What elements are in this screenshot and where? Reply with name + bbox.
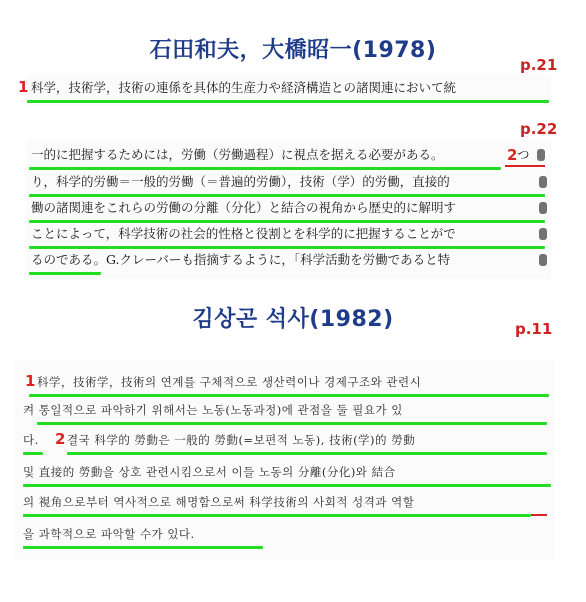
jp-line-1: 科学，技術学，技術の連係を具体的生産力や経済構造との諸関連において統 — [31, 80, 457, 95]
highlight-underline — [29, 194, 545, 197]
marker-2: 2 — [55, 430, 66, 448]
kr-line-2: 켜 통일적으로 파악하기 위해서는 노동(노동과정)에 관점을 둘 필요가 있 — [23, 403, 403, 417]
red-underline — [505, 165, 545, 167]
highlight-underline — [29, 394, 549, 397]
page-ref-p21: p.21 — [520, 56, 558, 74]
jp-line-5: ことによって，科学技術の社会的性格と役割とを科学的に把握することがで — [31, 226, 456, 241]
highlight-underline — [37, 422, 547, 425]
korean-source-title: 김상곤 석사(1982) — [192, 307, 394, 332]
kr-line-3: 결국 科学的 勞動은 一般的 勞動(=보편적 노동), 技術(学)的 勞動 — [67, 433, 416, 447]
japanese-scan-p22 — [27, 139, 551, 279]
scan-blot — [537, 149, 545, 161]
scan-blot — [539, 254, 547, 266]
jp-line-3: り，科学的労働＝一般的労働（＝普遍的労働），技術（学）的労働，直接的 — [31, 174, 450, 189]
jp-line-2-end: つ — [517, 147, 530, 162]
marker-1: 1 — [25, 372, 36, 390]
marker-1: 1 — [18, 78, 29, 96]
jp-line-6: るのである。G.クレーバーも指摘するように，「科学活動を労働であると特 — [31, 252, 451, 267]
highlight-underline — [29, 272, 101, 275]
highlight-underline — [23, 546, 263, 549]
kr-line-5: 의 視角으로부터 역사적으로 해명함으로써 科学技術의 사회적 성격과 역할 — [23, 495, 415, 509]
kr-line-4: 및 直接的 勞動을 상호 관련시킴으로서 이들 노동의 分離(分化)와 結合 — [23, 465, 396, 479]
kr-line-3-start: 다. — [23, 433, 39, 447]
highlight-underline — [27, 100, 549, 103]
korean-scan-p11 — [15, 360, 555, 560]
page-ref-p22: p.22 — [520, 120, 558, 138]
japanese-scan-p21 — [18, 74, 551, 106]
highlight-underline — [23, 514, 531, 517]
jp-line-2: 一的に把握するためには，労働（労働過程）に視点を据える必要がある。 — [31, 147, 444, 162]
highlight-underline — [23, 452, 43, 455]
highlight-underline — [29, 167, 501, 170]
highlight-underline — [67, 452, 547, 455]
red-underline — [531, 514, 547, 516]
highlight-underline — [23, 484, 551, 487]
highlight-underline — [29, 220, 545, 223]
highlight-underline — [29, 246, 545, 249]
page-ref-p11: p.11 — [515, 320, 553, 338]
kr-line-1: 科学，技術学，技術의 연계를 구체적으로 생산력이나 경제구조와 관련시 — [37, 375, 422, 389]
scan-blot — [539, 202, 547, 214]
scan-blot — [539, 176, 547, 188]
jp-line-4: 働の諸関連をこれらの労働の分離（分化）と結合の視角から歴史的に解明す — [31, 200, 457, 215]
scan-blot — [539, 228, 547, 240]
japanese-source-title: 石田和夫，大橋昭一(1978) — [149, 38, 437, 63]
kr-line-6: 을 과학적으로 파악할 수가 있다. — [23, 527, 195, 541]
marker-2: 2 — [507, 146, 518, 164]
